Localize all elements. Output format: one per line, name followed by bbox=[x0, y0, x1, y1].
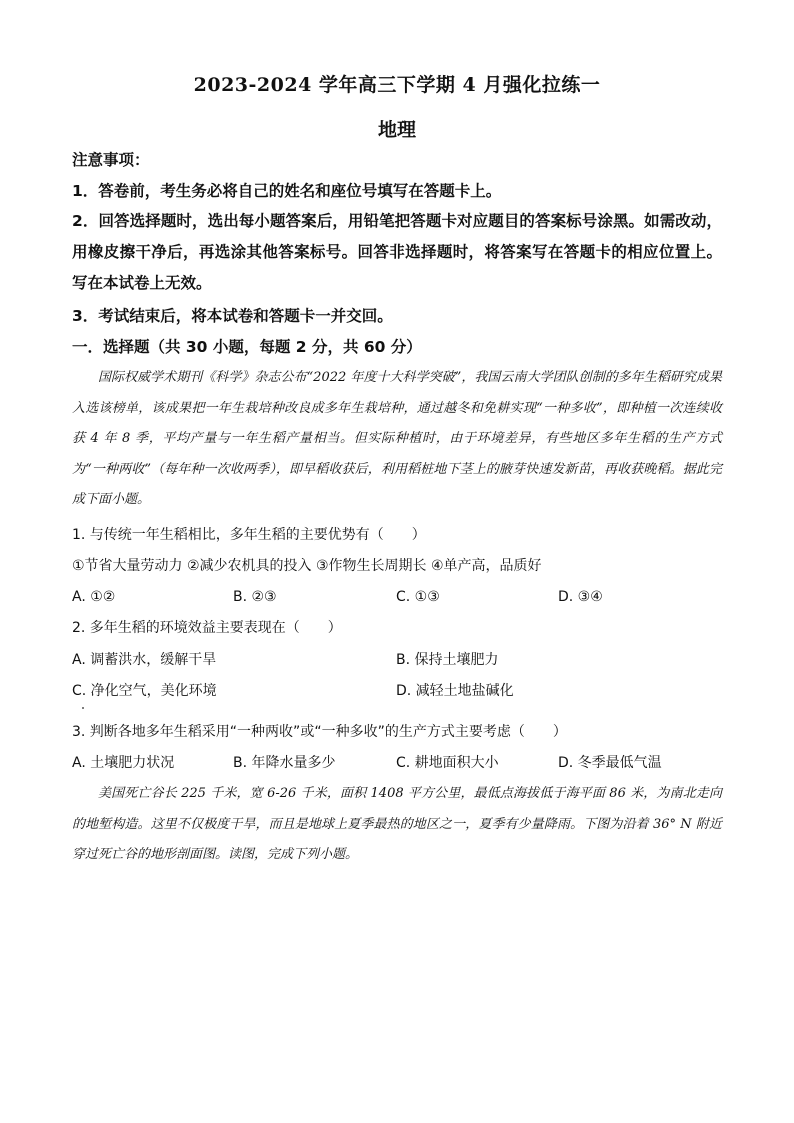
passage-death-valley: 美国死亡谷长 225 千米，宽 6-26 千米，面积 1408 平方公里，最低点海拔低于海平面 86 米，为南北走向的地堑构造。这里不仅极度干旱，而且是地球上夏季最热的地区之一，夏季有少量降雨。下图为沿着 36° N 附近穿过死亡谷的地形剖面图。读图，完成下列小题。 bbox=[72, 786, 722, 862]
question-1-option-d: D. ③④ bbox=[558, 589, 603, 605]
question-1-items: ①节省大量劳动力 ②减少农机具的投入 ③作物生长周期长 ④单产高，品质好 bbox=[72, 558, 542, 574]
question-3-option-b: B. 年降水量多少 bbox=[233, 755, 336, 771]
notice-heading: 注意事项： bbox=[72, 151, 150, 169]
section-heading: 一．选择题（共 30 小题，每题 2 分，共 60 分） bbox=[72, 338, 422, 356]
notice-item-1: 1．答卷前，考生务必将自己的姓名和座位号填写在答题卡上。 bbox=[72, 182, 502, 200]
stray-dot-mark bbox=[82, 707, 84, 709]
notice-item-3: 3．考试结束后，将本试卷和答题卡一并交回。 bbox=[72, 307, 393, 325]
question-1-stem: 1. 与传统一年生稻相比，多年生稻的主要优势有（ ） bbox=[72, 527, 426, 543]
question-2-option-d: D. 减轻土地盐碱化 bbox=[396, 683, 514, 699]
passage-perennial-rice: 国际权威学术期刊《科学》杂志公布“2022 年度十大科学突破”，我国云南大学团队创制的多年生稻研究成果入选该榜单，该成果把一年生栽培种改良成多年生栽培种，通过越冬和免耕实现“一种多收”，即种植一次连续收获 4 年 8 季，平均产量与一年生稻产量相当。但实际种植时，由于环境差异，有些地区多年生稻的生产方式为“一种两收”（每年种一次收两季），即早稻收获后，利用稻桩地下茎上的腋芽快速发新苗，再收获晚稻。据此完成下面小题。 bbox=[72, 370, 722, 507]
question-2-option-a: A. 调蓄洪水，缓解干旱 bbox=[72, 652, 217, 668]
question-2-option-b: B. 保持土壤肥力 bbox=[396, 652, 499, 668]
notice-item-2: 2．回答选择题时，选出每小题答案后，用铅笔把答题卡对应题目的答案标号涂黑。如需改动，用橡皮擦干净后，再选涂其他答案标号。回答非选择题时，将答案写在答题卡的相应位置上。写在本试卷上无效。 bbox=[72, 212, 722, 292]
exam-title: 2023-2024 学年高三下学期 4 月强化拉练一 bbox=[193, 74, 601, 96]
question-1-option-c: C. ①③ bbox=[396, 589, 440, 605]
question-3-option-c: C. 耕地面积大小 bbox=[396, 755, 499, 771]
question-2-stem: 2. 多年生稻的环境效益主要表现在（ ） bbox=[72, 620, 342, 636]
question-2-option-c: C. 净化空气，美化环境 bbox=[72, 683, 217, 699]
question-3-option-a: A. 土壤肥力状况 bbox=[72, 755, 175, 771]
question-1-option-a: A. ①② bbox=[72, 589, 116, 605]
question-3-option-d: D. 冬季最低气温 bbox=[558, 755, 662, 771]
question-1-option-b: B. ②③ bbox=[233, 589, 277, 605]
subject-title: 地理 bbox=[377, 119, 416, 141]
question-3-stem: 3. 判断各地多年生稻采用“一种两收”或“一种多收”的生产方式主要考虑（ ） bbox=[72, 724, 567, 740]
